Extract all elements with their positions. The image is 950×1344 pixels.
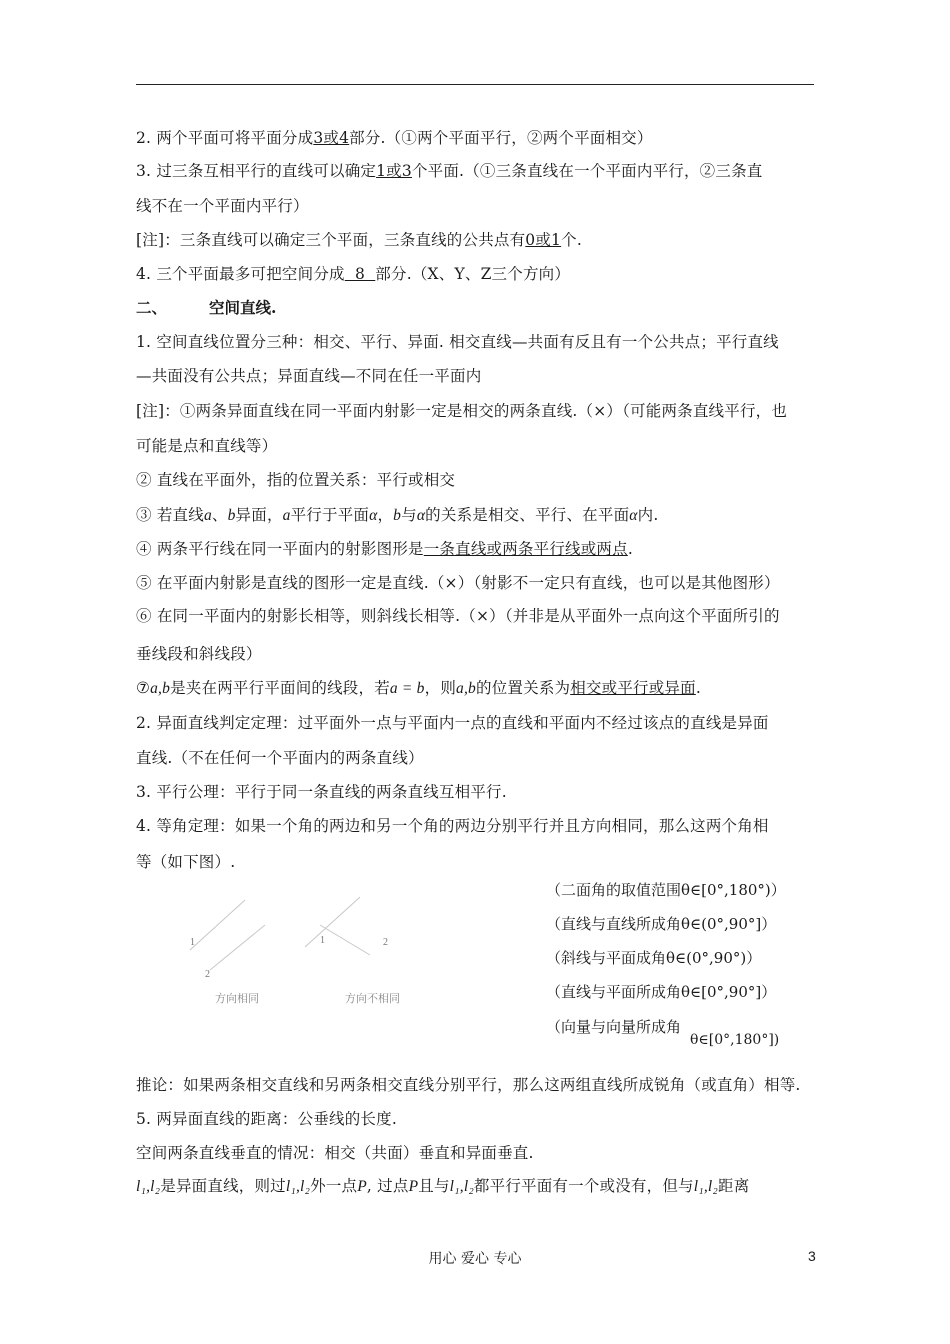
right-label-1: 1 [320,935,325,946]
line-item-3: ③ 若直线a、b异面，a平行于平面α，b与α的关系是相交、平行、在平面α内. [136,506,659,524]
line-note-skew-projection-cont: 可能是点和直线等） [136,437,278,455]
annotation-oblique-plane: （斜线与平面成角θ∈(0°,90°)） [546,949,762,967]
line-corollary: 推论：如果两条相交直线和另两条相交直线分别平行，那么这两组直线所成锐角（或直角）相等. [136,1076,801,1094]
line-skew-theorem-cont: 直线.（不在任何一个平面内的两条直线） [136,749,424,767]
left-label-2: 2 [205,969,210,980]
line-line-positions-cont: —共面没有公共点；异面直线—不同在任一平面内 [136,367,482,385]
equal-angle-figure [170,885,430,1024]
line-note-skew-projection: [注]：①两条异面直线在同一平面内射影一定是相交的两条直线.（×）（可能两条直线平行，也 [136,402,788,420]
line-skew-theorem: 2. 异面直线判定定理：过平面外一点与平面内一点的直线和平面内不经过该点的直线是异面 [136,714,769,732]
line-item-2: ② 直线在平面外，指的位置关系：平行或相交 [136,471,456,489]
annotation-line-line: （直线与直线所成角θ∈(0°,90°]） [546,915,777,933]
page-footer: 用心 爱心 专心 [428,1251,522,1267]
line-three-planes: 4. 三个平面最多可把空间分成 8 部分.（X、Y、Z三个方向） [136,265,571,283]
left-label-1: 1 [190,937,195,948]
line-item-6: ⑥ 在同一平面内的射影长相等，则斜线长相等.（×）（并非是从平面外一点向这个平面所引的 [136,607,780,625]
annotation-dihedral: （二面角的取值范围θ∈[0°,180°)） [546,881,786,899]
line-perpendicular-cases: 空间两条直线垂直的情况：相交（共面）垂直和异面垂直. [136,1144,534,1162]
angle-diagram [170,885,430,1020]
right-angle-ray-b [320,925,370,955]
page-number: 3 [808,1248,816,1264]
line-equal-angle-theorem-cont: 等（如下图）. [136,853,236,871]
line-skew-through-point: l₁,l₂是异面直线，则过l₁,l₂外一点P, 过点P且与l₁,l₂都平行平面有一个或没有，但与l₁,l₂距离 [136,1177,750,1195]
right-angle-ray-a [305,897,360,947]
annotation-vector-range: θ∈[0°,180°]) [690,1032,780,1048]
line-item-6-cont: 垂线段和斜线段） [136,645,262,663]
line-item-4: ④ 两条平行线在同一平面内的射影图形是一条直线或两条平行线或两点. [136,540,633,558]
line-line-positions: 1. 空间直线位置分三种：相交、平行、异面. 相交直线—共面有反且有一个公共点；平行直线 [136,333,779,351]
left-angle-ray-b [210,925,265,970]
line-item-7: ⑦a,b是夹在两平行平面间的线段，若a = b，则a,b的位置关系为相交或平行或异面. [136,679,701,697]
left-caption: 方向相同 [215,992,259,1005]
annotation-vector: （向量与向量所成角 [546,1018,682,1036]
line-parallel-lines-cont: 线不在一个平面内平行） [136,197,309,215]
right-label-2: 2 [383,937,388,948]
header-rule [136,84,814,85]
left-angle-ray-a [190,900,245,950]
line-planes-divide: 2. 两个平面可将平面分成3或4部分.（①两个平面平行，②两个平面相交） [136,129,653,147]
line-parallel-axiom: 3. 平行公理：平行于同一条直线的两条直线互相平行. [136,783,507,801]
section-heading-space-lines: 二、 空间直线. [136,298,277,317]
line-skew-distance: 5. 两异面直线的距离：公垂线的长度. [136,1110,397,1128]
annotation-line-plane: （直线与平面所成角θ∈[0°,90°]） [546,983,777,1001]
line-equal-angle-theorem: 4. 等角定理：如果一个角的两边和另一个角的两边分别平行并且方向相同，那么这两个角相 [136,817,769,835]
right-caption: 方向不相同 [345,992,400,1005]
line-item-5: ⑤ 在平面内射影是直线的图形一定是直线.（×）（射影不一定只有直线，也可以是其他图形） [136,574,780,592]
line-note-three-lines: [注]：三条直线可以确定三个平面，三条直线的公共点有0或1个. [136,231,582,249]
line-parallel-lines-planes: 3. 过三条互相平行的直线可以确定1或3个平面.（①三条直线在一个平面内平行，②三条直 [136,162,763,180]
